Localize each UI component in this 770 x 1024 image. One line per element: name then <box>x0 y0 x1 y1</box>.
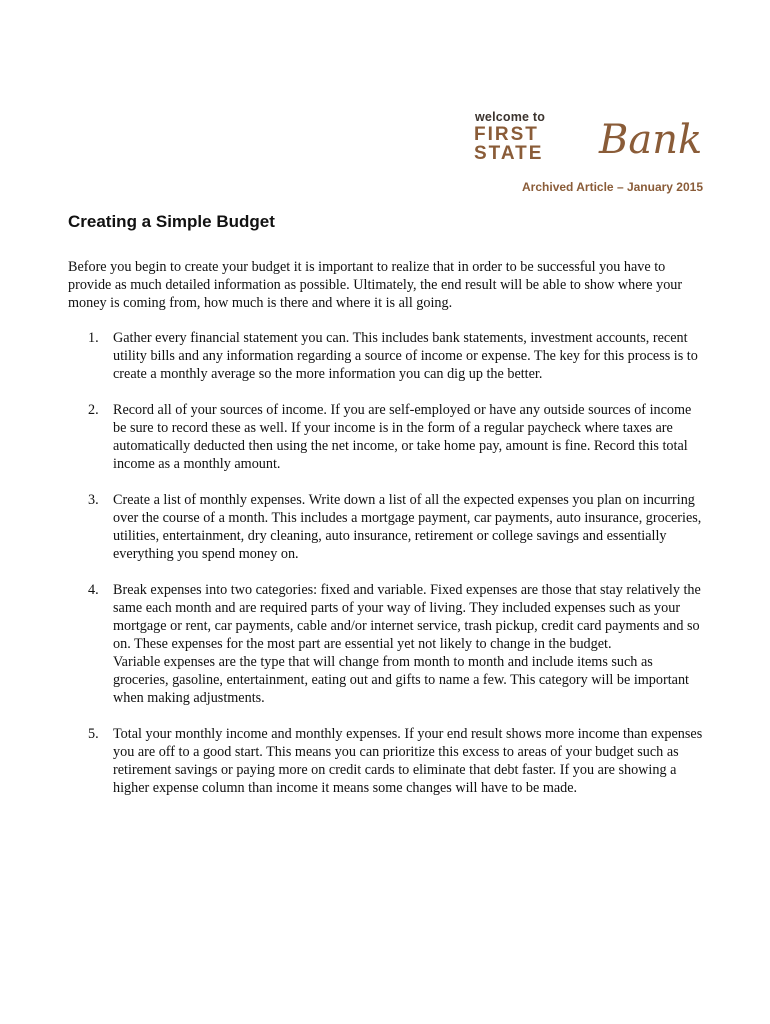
list-item-step-4 <box>68 581 708 707</box>
step-number: 3. <box>88 492 99 508</box>
logo-first-text: FIRST <box>474 124 539 145</box>
step-text: Gather every financial statement you can. This includes bank statements, investment accounts, recent utility bills and any information regarding a source of income or expense. The key for this process is to create a monthly average so the more information you can dig up the better. <box>113 330 698 382</box>
logo-welcome-text: welcome to <box>475 110 546 124</box>
step-number: 4. <box>88 582 99 598</box>
list-item-step-1 <box>68 329 708 383</box>
list-item-step-3 <box>68 491 708 563</box>
step-text: Record all of your sources of income. If you are self-employed or have any outside sources of income be sure to record these as well. If your income is in the form of a regular paycheck where taxes are automatically deducted then using the net income, or take home pay, amount is fine. Record this total income as a monthly amount. <box>113 402 692 472</box>
budget-steps-list <box>68 329 708 815</box>
page-title: Creating a Simple Budget <box>68 212 275 231</box>
step-text: Create a list of monthly expenses. Write down a list of all the expected expenses you plan on incurring over the course of a month. This includes a mortgage payment, car payments, auto insurance, groceries, utilities, entertainment, dry cleaning, auto insurance, retirement or college savings and essentially everything you spend money on. <box>113 492 702 562</box>
step-text: Break expenses into two categories: fixed and variable. Fixed expenses are those that stay relatively the same each month and are required parts of your way of living. They included expenses such as your mortgage or rent, car payments, cable and/or internet service, trash pickup, credit card payments and so on. These expenses for the most part are essential yet not likely to change in the budget. <box>113 582 701 652</box>
logo-state-text: STATE <box>474 143 544 164</box>
list-item-step-5 <box>68 725 708 797</box>
archived-article-date: Archived Article – January 2015 <box>522 180 703 194</box>
intro-paragraph: Before you begin to create your budget it is important to realize that in order to be successful you have to provide as much detailed information as possible. Ultimately, the end result will be able to show where your money is coming from, how much is there and where it is all going. <box>68 259 683 311</box>
step-number: 1. <box>88 330 99 346</box>
step-text: Total your monthly income and monthly expenses. If your end result shows more income than expenses you are off to a good start. This means you can prioritize this excess to areas of your budget such as retirement savings or paying more on credit cards to eliminate that debt faster. If you are showing a higher expense column than income it means some changes will have to be made. <box>113 726 703 796</box>
step-number: 5. <box>88 726 99 742</box>
logo-bank-script: Bank <box>599 117 703 163</box>
list-item-step-2 <box>68 401 708 473</box>
step-number: 2. <box>88 402 99 418</box>
step-text-variable: Variable expenses are the type that will change from month to month and include items such as groceries, gasoline, entertainment, eating out and gifts to name a few. This category will be important when making adjustments. <box>113 654 689 706</box>
bank-logo <box>474 110 706 172</box>
